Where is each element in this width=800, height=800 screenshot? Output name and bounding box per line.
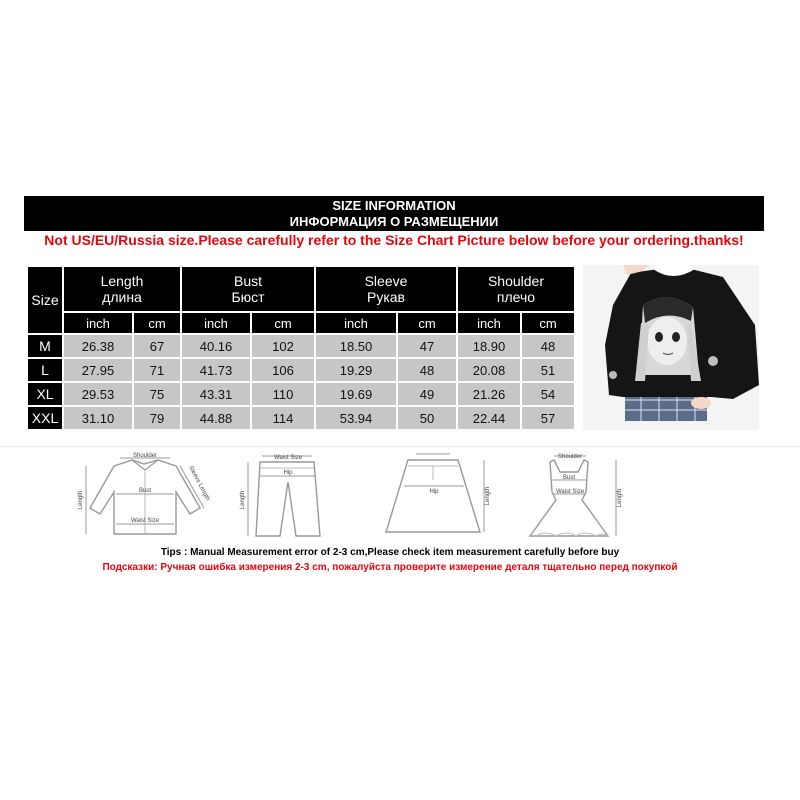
- skirt-hip-label: Hip: [429, 489, 439, 495]
- dress-length-label: Length: [617, 488, 623, 508]
- length-header: [64, 267, 180, 311]
- table-cell: 43.31: [182, 383, 250, 405]
- sleeve-header-ru: Рукав: [367, 289, 405, 305]
- table-cell: 47: [398, 335, 456, 357]
- sleeve-inch-header: inch: [316, 313, 396, 333]
- sleeve-header-en: Sleeve: [364, 273, 408, 289]
- table-row: [28, 359, 574, 381]
- bust-label: Bust: [138, 488, 152, 494]
- skirt-diagram: [380, 452, 500, 540]
- table-cell: 18.50: [316, 335, 396, 357]
- size-notice: Not US/EU/Russia size.Please carefully refer to the Size Chart Picture below before your ordering.thanks!: [44, 232, 744, 248]
- tips-russian: Подсказки: Ручная ошибка измерения 2-3 cm, пожалуйста проверите измерение деталя тщательно перед покупкой: [102, 562, 678, 573]
- table-cell: 20.08: [458, 359, 520, 381]
- waist-label: Waist Size: [130, 518, 160, 524]
- shoulder-header: [458, 267, 574, 311]
- skirt-length-label: Length: [485, 486, 491, 506]
- size-label: M: [28, 335, 62, 357]
- table-cell: 51: [522, 359, 574, 381]
- size-column-header: Size: [28, 267, 62, 333]
- table-row: [28, 335, 574, 357]
- table-cell: 102: [252, 335, 314, 357]
- table-cell: 48: [522, 335, 574, 357]
- bust-inch-header: inch: [182, 313, 250, 333]
- table-cell: 21.26: [458, 383, 520, 405]
- size-table: [26, 265, 576, 431]
- table-cell: 31.10: [64, 407, 132, 429]
- table-cell: 110: [252, 383, 314, 405]
- shoulder-label: Shoulder: [132, 453, 158, 459]
- table-cell: 53.94: [316, 407, 396, 429]
- length-header-ru: длина: [102, 289, 142, 305]
- dress-shoulder-label: Shoulder: [557, 454, 583, 460]
- dress-waist-label: Waist Size: [555, 489, 585, 495]
- length-header-en: Length: [100, 273, 144, 289]
- hand: [691, 397, 711, 409]
- table-row: [28, 407, 574, 429]
- length-cm-header: cm: [134, 313, 180, 333]
- shoulder-cm-header: cm: [522, 313, 574, 333]
- dress-diagram: [516, 452, 626, 540]
- shoulder-header-ru: плечо: [496, 289, 536, 305]
- bust-header-ru: Бюст: [231, 289, 265, 305]
- table-cell: 29.53: [64, 383, 132, 405]
- table-cell: 27.95: [64, 359, 132, 381]
- shoulder-inch-header: inch: [458, 313, 520, 333]
- size-label: XL: [28, 383, 62, 405]
- table-cell: 26.38: [64, 335, 132, 357]
- size-label: XXL: [28, 407, 62, 429]
- table-cell: 40.16: [182, 335, 250, 357]
- length-inch-header: inch: [64, 313, 132, 333]
- bust-header: [182, 267, 314, 311]
- pants-hip-label: Hip: [283, 470, 293, 476]
- table-cell: 75: [134, 383, 180, 405]
- pants-diagram: [236, 452, 346, 540]
- table-cell: 19.29: [316, 359, 396, 381]
- header-title-en: SIZE INFORMATION: [332, 198, 456, 213]
- table-cell: 54: [522, 383, 574, 405]
- table-cell: 48: [398, 359, 456, 381]
- table-cell: 19.69: [316, 383, 396, 405]
- table-cell: 44.88: [182, 407, 250, 429]
- table-cell: 41.73: [182, 359, 250, 381]
- header-title-ru: ИНФОРМАЦИЯ О РАЗМЕЩЕНИИ: [289, 214, 499, 229]
- tips-english: Tips : Manual Measurement error of 2-3 cm,Please check item measurement carefully before buy: [160, 547, 620, 558]
- length-label: Length: [78, 490, 84, 510]
- section-divider: [0, 446, 800, 447]
- table-row: [28, 383, 574, 405]
- shirt-diagram: [76, 452, 226, 540]
- table-cell: 49: [398, 383, 456, 405]
- sleeve-header: [316, 267, 456, 311]
- table-cell: 67: [134, 335, 180, 357]
- size-info-header: [24, 196, 764, 231]
- pants-waist-label: Waist Size: [273, 455, 303, 461]
- sleeve-length-label: Sleeve Length: [187, 465, 211, 502]
- bust-header-en: Bust: [233, 273, 262, 289]
- table-cell: 114: [252, 407, 314, 429]
- dress-bust-label: Bust: [562, 475, 576, 481]
- bust-cm-header: cm: [252, 313, 314, 333]
- product-photo: [583, 265, 759, 430]
- table-cell: 50: [398, 407, 456, 429]
- pants-length-label: Length: [240, 490, 246, 510]
- table-cell: 57: [522, 407, 574, 429]
- size-label: L: [28, 359, 62, 381]
- table-cell: 18.90: [458, 335, 520, 357]
- shoulder-header-en: Shoulder: [487, 273, 545, 289]
- sleeve-cm-header: cm: [398, 313, 456, 333]
- table-cell: 106: [252, 359, 314, 381]
- table-cell: 79: [134, 407, 180, 429]
- table-cell: 22.44: [458, 407, 520, 429]
- table-cell: 71: [134, 359, 180, 381]
